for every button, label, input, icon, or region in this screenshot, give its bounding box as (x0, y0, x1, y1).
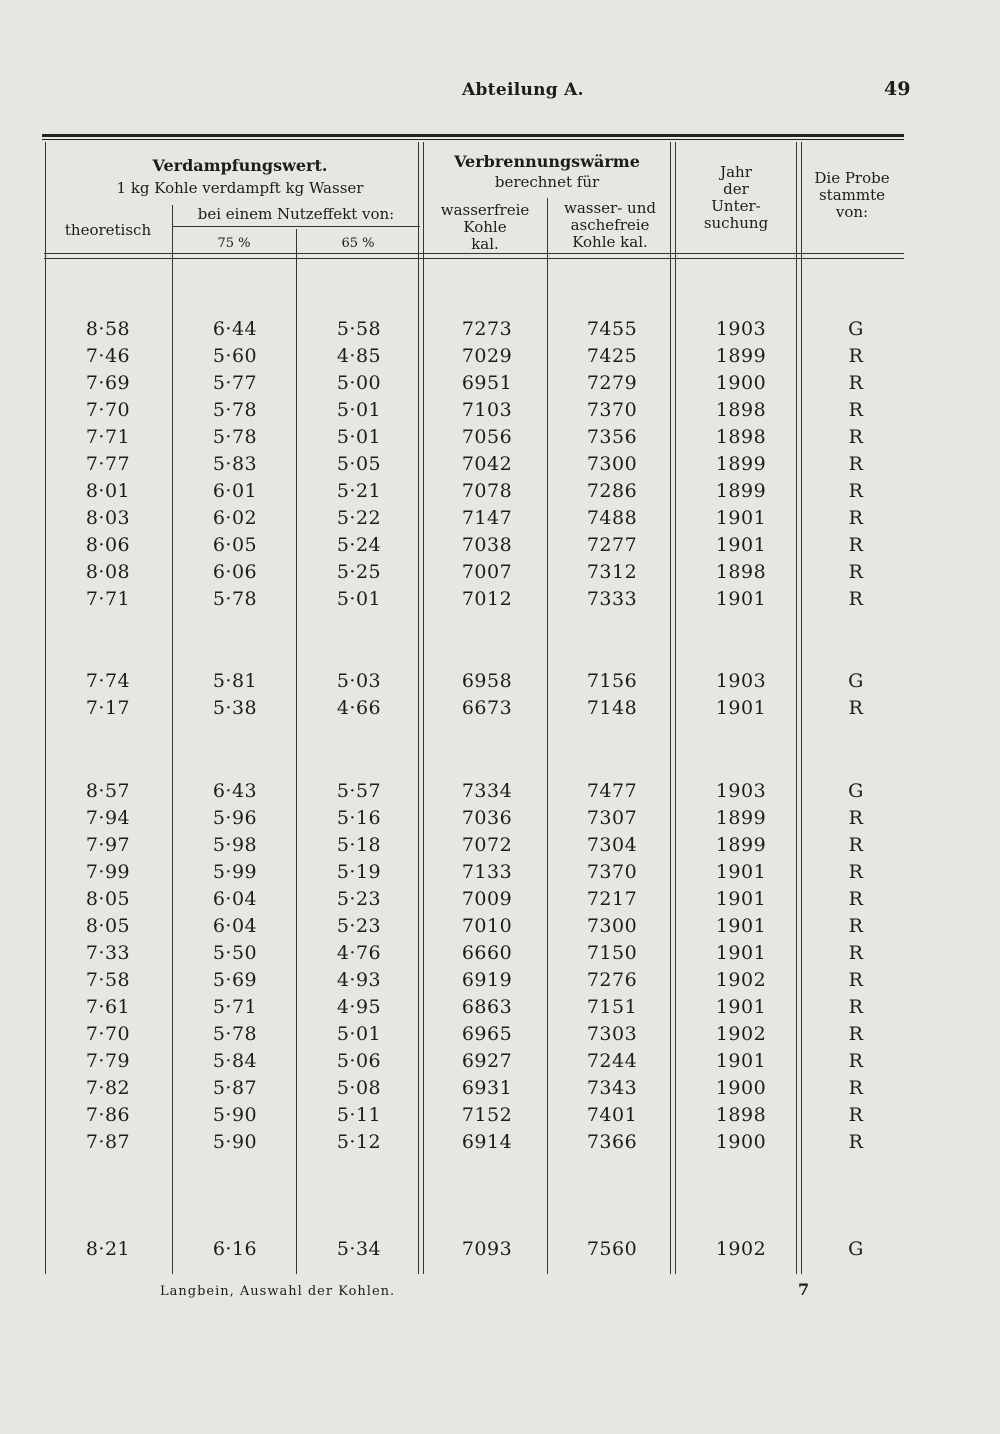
cell-probe: R (848, 888, 864, 910)
cell-wasserfreie: 6951 (461, 372, 513, 394)
cell-nutz-75: 6·02 (212, 507, 258, 529)
cell-wasserfreie: 6673 (461, 697, 513, 719)
header-inner-rule (172, 226, 420, 227)
cell-jahr: 1901 (715, 1050, 767, 1072)
cell-nutz-75: 5·78 (212, 426, 258, 448)
column-line-left (45, 142, 46, 1274)
header-wasserfreie-2: Kohle (463, 218, 507, 236)
cell-nutz-75: 6·01 (212, 480, 258, 502)
cell-probe: G (848, 318, 864, 340)
cell-nutz-75: 5·77 (212, 372, 258, 394)
cell-nutz-75: 6·16 (212, 1238, 258, 1260)
cell-probe: R (848, 372, 864, 394)
cell-aschefreie: 7488 (586, 507, 638, 529)
header-jahr-4: suchung (703, 214, 769, 232)
cell-nutz-65: 4·95 (336, 996, 382, 1018)
cell-wasserfreie: 7147 (461, 507, 513, 529)
cell-aschefreie: 7156 (586, 670, 638, 692)
cell-wasserfreie: 7007 (461, 561, 513, 583)
cell-wasserfreie: 7133 (461, 861, 513, 883)
cell-jahr: 1901 (715, 915, 767, 937)
cell-aschefreie: 7150 (586, 942, 638, 964)
top-rule-thick (42, 134, 904, 137)
cell-nutz-65: 5·01 (336, 588, 382, 610)
cell-wasserfreie: 6919 (461, 969, 513, 991)
cell-wasserfreie: 6958 (461, 670, 513, 692)
cell-aschefreie: 7300 (586, 453, 638, 475)
cell-jahr: 1898 (715, 561, 767, 583)
cell-nutz-65: 5·18 (336, 834, 382, 856)
cell-jahr: 1901 (715, 996, 767, 1018)
cell-jahr: 1901 (715, 534, 767, 556)
cell-probe: R (848, 561, 864, 583)
header-nutzeffekt: bei einem Nutzeffekt von: (197, 205, 395, 223)
cell-nutz-75: 5·69 (212, 969, 258, 991)
cell-nutz-65: 5·01 (336, 1023, 382, 1045)
cell-nutz-75: 5·90 (212, 1104, 258, 1126)
cell-wasserfreie: 6914 (461, 1131, 513, 1153)
cell-probe: R (848, 915, 864, 937)
cell-aschefreie: 7560 (586, 1238, 638, 1260)
cell-aschefreie: 7244 (586, 1050, 638, 1072)
cell-wasserfreie: 6660 (461, 942, 513, 964)
cell-nutz-75: 5·81 (212, 670, 258, 692)
cell-aschefreie: 7303 (586, 1023, 638, 1045)
cell-probe: R (848, 861, 864, 883)
cell-aschefreie: 7148 (586, 697, 638, 719)
cell-aschefreie: 7477 (586, 780, 638, 802)
cell-nutz-65: 5·22 (336, 507, 382, 529)
cell-jahr: 1902 (715, 969, 767, 991)
cell-nutz-65: 5·08 (336, 1077, 382, 1099)
cell-nutz-75: 6·43 (212, 780, 258, 802)
cell-probe: R (848, 834, 864, 856)
cell-probe: R (848, 1077, 864, 1099)
cell-theoretisch: 8·05 (85, 888, 131, 910)
cell-aschefreie: 7401 (586, 1104, 638, 1126)
cell-jahr: 1898 (715, 1104, 767, 1126)
cell-nutz-65: 4·76 (336, 942, 382, 964)
cell-nutz-65: 5·23 (336, 915, 382, 937)
cell-jahr: 1900 (715, 1131, 767, 1153)
cell-jahr: 1899 (715, 807, 767, 829)
cell-aschefreie: 7277 (586, 534, 638, 556)
cell-theoretisch: 8·05 (85, 915, 131, 937)
cell-jahr: 1902 (715, 1238, 767, 1260)
cell-nutz-65: 5·05 (336, 453, 382, 475)
cell-nutz-65: 5·03 (336, 670, 382, 692)
cell-aschefreie: 7343 (586, 1077, 638, 1099)
cell-theoretisch: 7·69 (85, 372, 131, 394)
cell-theoretisch: 7·74 (85, 670, 131, 692)
cell-jahr: 1899 (715, 345, 767, 367)
header-bottom-rule-2 (44, 258, 904, 259)
cell-wasserfreie: 7012 (461, 588, 513, 610)
cell-nutz-75: 5·96 (212, 807, 258, 829)
column-line-2 (296, 229, 297, 1274)
cell-theoretisch: 8·01 (85, 480, 131, 502)
cell-probe: R (848, 588, 864, 610)
header-aschefreie-1: wasser- und (564, 199, 656, 217)
cell-probe: G (848, 670, 864, 692)
cell-nutz-75: 6·04 (212, 888, 258, 910)
header-probe-1: Die Probe (814, 169, 890, 187)
header-verbrennung-sub: berechnet für (494, 173, 600, 191)
cell-jahr: 1901 (715, 861, 767, 883)
cell-nutz-65: 4·66 (336, 697, 382, 719)
cell-nutz-75: 5·98 (212, 834, 258, 856)
cell-probe: R (848, 480, 864, 502)
cell-nutz-65: 5·00 (336, 372, 382, 394)
footer-imprint: Langbein, Auswahl der Kohlen. (160, 1284, 396, 1299)
cell-aschefreie: 7370 (586, 861, 638, 883)
cell-wasserfreie: 7072 (461, 834, 513, 856)
cell-probe: R (848, 453, 864, 475)
cell-probe: G (848, 1238, 864, 1260)
running-head: Abteilung A. (462, 80, 584, 100)
cell-jahr: 1903 (715, 780, 767, 802)
cell-nutz-65: 5·24 (336, 534, 382, 556)
cell-wasserfreie: 6931 (461, 1077, 513, 1099)
cell-nutz-65: 5·06 (336, 1050, 382, 1072)
header-wasserfreie-1: wasserfreie (440, 201, 530, 219)
cell-nutz-75: 5·78 (212, 588, 258, 610)
cell-jahr: 1898 (715, 399, 767, 421)
cell-wasserfreie: 7029 (461, 345, 513, 367)
cell-nutz-75: 5·78 (212, 399, 258, 421)
cell-theoretisch: 7·70 (85, 1023, 131, 1045)
cell-nutz-65: 4·93 (336, 969, 382, 991)
cell-wasserfreie: 7036 (461, 807, 513, 829)
cell-aschefreie: 7300 (586, 915, 638, 937)
cell-nutz-65: 5·19 (336, 861, 382, 883)
cell-probe: R (848, 1104, 864, 1126)
cell-nutz-75: 5·38 (212, 697, 258, 719)
cell-probe: R (848, 399, 864, 421)
cell-theoretisch: 7·71 (85, 426, 131, 448)
cell-theoretisch: 7·70 (85, 399, 131, 421)
header-probe-2: stammte (818, 186, 886, 204)
cell-probe: R (848, 996, 864, 1018)
cell-nutz-75: 5·83 (212, 453, 258, 475)
column-line-4 (547, 198, 548, 1274)
cell-nutz-65: 5·01 (336, 399, 382, 421)
cell-aschefreie: 7217 (586, 888, 638, 910)
cell-nutz-65: 5·23 (336, 888, 382, 910)
cell-jahr: 1900 (715, 372, 767, 394)
cell-jahr: 1899 (715, 480, 767, 502)
cell-nutz-65: 5·12 (336, 1131, 382, 1153)
footer-signature-mark: 7 (798, 1280, 810, 1299)
cell-aschefreie: 7356 (586, 426, 638, 448)
column-line-1 (172, 205, 173, 1274)
cell-aschefreie: 7333 (586, 588, 638, 610)
cell-theoretisch: 7·17 (85, 697, 131, 719)
cell-nutz-75: 6·44 (212, 318, 258, 340)
cell-wasserfreie: 7078 (461, 480, 513, 502)
cell-probe: R (848, 1023, 864, 1045)
header-aschefreie-2: aschefreie (570, 216, 650, 234)
cell-nutz-75: 6·04 (212, 915, 258, 937)
header-verbrennung-title: Verbrennungswärme (454, 152, 640, 171)
cell-probe: R (848, 1131, 864, 1153)
cell-wasserfreie: 6863 (461, 996, 513, 1018)
cell-nutz-65: 5·57 (336, 780, 382, 802)
cell-wasserfreie: 7038 (461, 534, 513, 556)
cell-nutz-75: 5·78 (212, 1023, 258, 1045)
cell-aschefreie: 7286 (586, 480, 638, 502)
cell-theoretisch: 7·71 (85, 588, 131, 610)
cell-jahr: 1903 (715, 318, 767, 340)
page-number: 49 (884, 78, 911, 100)
header-theoretisch: theoretisch (64, 221, 152, 239)
cell-theoretisch: 8·21 (85, 1238, 131, 1260)
cell-wasserfreie: 7009 (461, 888, 513, 910)
header-75-percent: 75 % (217, 236, 251, 251)
cell-aschefreie: 7370 (586, 399, 638, 421)
cell-aschefreie: 7312 (586, 561, 638, 583)
cell-theoretisch: 7·77 (85, 453, 131, 475)
cell-nutz-75: 6·05 (212, 534, 258, 556)
cell-nutz-75: 5·60 (212, 345, 258, 367)
cell-theoretisch: 8·03 (85, 507, 131, 529)
cell-wasserfreie: 7334 (461, 780, 513, 802)
cell-probe: R (848, 426, 864, 448)
cell-aschefreie: 7307 (586, 807, 638, 829)
cell-theoretisch: 8·06 (85, 534, 131, 556)
cell-theoretisch: 7·79 (85, 1050, 131, 1072)
cell-wasserfreie: 7042 (461, 453, 513, 475)
cell-theoretisch: 7·61 (85, 996, 131, 1018)
cell-nutz-65: 5·25 (336, 561, 382, 583)
cell-nutz-65: 5·58 (336, 318, 382, 340)
header-bottom-rule-1 (44, 253, 904, 254)
cell-wasserfreie: 7152 (461, 1104, 513, 1126)
header-wasserfreie-3: kal. (471, 235, 499, 253)
top-rule-thin (42, 139, 904, 140)
cell-nutz-75: 6·06 (212, 561, 258, 583)
cell-wasserfreie: 7093 (461, 1238, 513, 1260)
cell-nutz-75: 5·84 (212, 1050, 258, 1072)
cell-theoretisch: 8·08 (85, 561, 131, 583)
cell-aschefreie: 7151 (586, 996, 638, 1018)
cell-probe: R (848, 942, 864, 964)
cell-jahr: 1903 (715, 670, 767, 692)
cell-probe: R (848, 697, 864, 719)
cell-probe: R (848, 1050, 864, 1072)
cell-nutz-75: 5·50 (212, 942, 258, 964)
header-65-percent: 65 % (341, 236, 375, 251)
cell-wasserfreie: 7056 (461, 426, 513, 448)
cell-nutz-65: 5·01 (336, 426, 382, 448)
cell-wasserfreie: 6965 (461, 1023, 513, 1045)
cell-theoretisch: 7·58 (85, 969, 131, 991)
cell-nutz-75: 5·87 (212, 1077, 258, 1099)
cell-jahr: 1901 (715, 588, 767, 610)
cell-nutz-65: 5·11 (336, 1104, 382, 1126)
cell-jahr: 1901 (715, 697, 767, 719)
cell-theoretisch: 7·99 (85, 861, 131, 883)
header-jahr-3: Unter- (711, 197, 761, 215)
header-jahr-1: Jahr (720, 163, 752, 181)
cell-wasserfreie: 7103 (461, 399, 513, 421)
cell-theoretisch: 8·57 (85, 780, 131, 802)
cell-wasserfreie: 7273 (461, 318, 513, 340)
cell-jahr: 1899 (715, 834, 767, 856)
cell-theoretisch: 7·87 (85, 1131, 131, 1153)
cell-aschefreie: 7279 (586, 372, 638, 394)
cell-jahr: 1900 (715, 1077, 767, 1099)
cell-nutz-75: 5·71 (212, 996, 258, 1018)
cell-probe: R (848, 807, 864, 829)
cell-probe: R (848, 345, 864, 367)
cell-nutz-65: 5·34 (336, 1238, 382, 1260)
cell-nutz-65: 4·85 (336, 345, 382, 367)
cell-jahr: 1901 (715, 942, 767, 964)
cell-probe: R (848, 969, 864, 991)
header-verdampfung-title: Verdampfungswert. (152, 156, 328, 175)
cell-aschefreie: 7366 (586, 1131, 638, 1153)
cell-theoretisch: 7·46 (85, 345, 131, 367)
cell-jahr: 1898 (715, 426, 767, 448)
cell-wasserfreie: 6927 (461, 1050, 513, 1072)
cell-aschefreie: 7455 (586, 318, 638, 340)
header-aschefreie-3: Kohle kal. (572, 233, 648, 251)
cell-theoretisch: 7·97 (85, 834, 131, 856)
cell-nutz-65: 5·21 (336, 480, 382, 502)
cell-aschefreie: 7276 (586, 969, 638, 991)
cell-theoretisch: 8·58 (85, 318, 131, 340)
cell-nutz-75: 5·99 (212, 861, 258, 883)
cell-probe: R (848, 507, 864, 529)
cell-jahr: 1901 (715, 888, 767, 910)
cell-theoretisch: 7·94 (85, 807, 131, 829)
cell-nutz-65: 5·16 (336, 807, 382, 829)
cell-theoretisch: 7·82 (85, 1077, 131, 1099)
cell-jahr: 1899 (715, 453, 767, 475)
cell-probe: R (848, 534, 864, 556)
header-jahr-2: der (723, 180, 749, 198)
header-verdampfung-sub: 1 kg Kohle verdampft kg Wasser (116, 179, 364, 197)
cell-aschefreie: 7304 (586, 834, 638, 856)
cell-probe: G (848, 780, 864, 802)
cell-jahr: 1902 (715, 1023, 767, 1045)
header-probe-3: von: (835, 203, 869, 221)
cell-wasserfreie: 7010 (461, 915, 513, 937)
cell-aschefreie: 7425 (586, 345, 638, 367)
cell-jahr: 1901 (715, 507, 767, 529)
cell-theoretisch: 7·33 (85, 942, 131, 964)
cell-theoretisch: 7·86 (85, 1104, 131, 1126)
cell-nutz-75: 5·90 (212, 1131, 258, 1153)
